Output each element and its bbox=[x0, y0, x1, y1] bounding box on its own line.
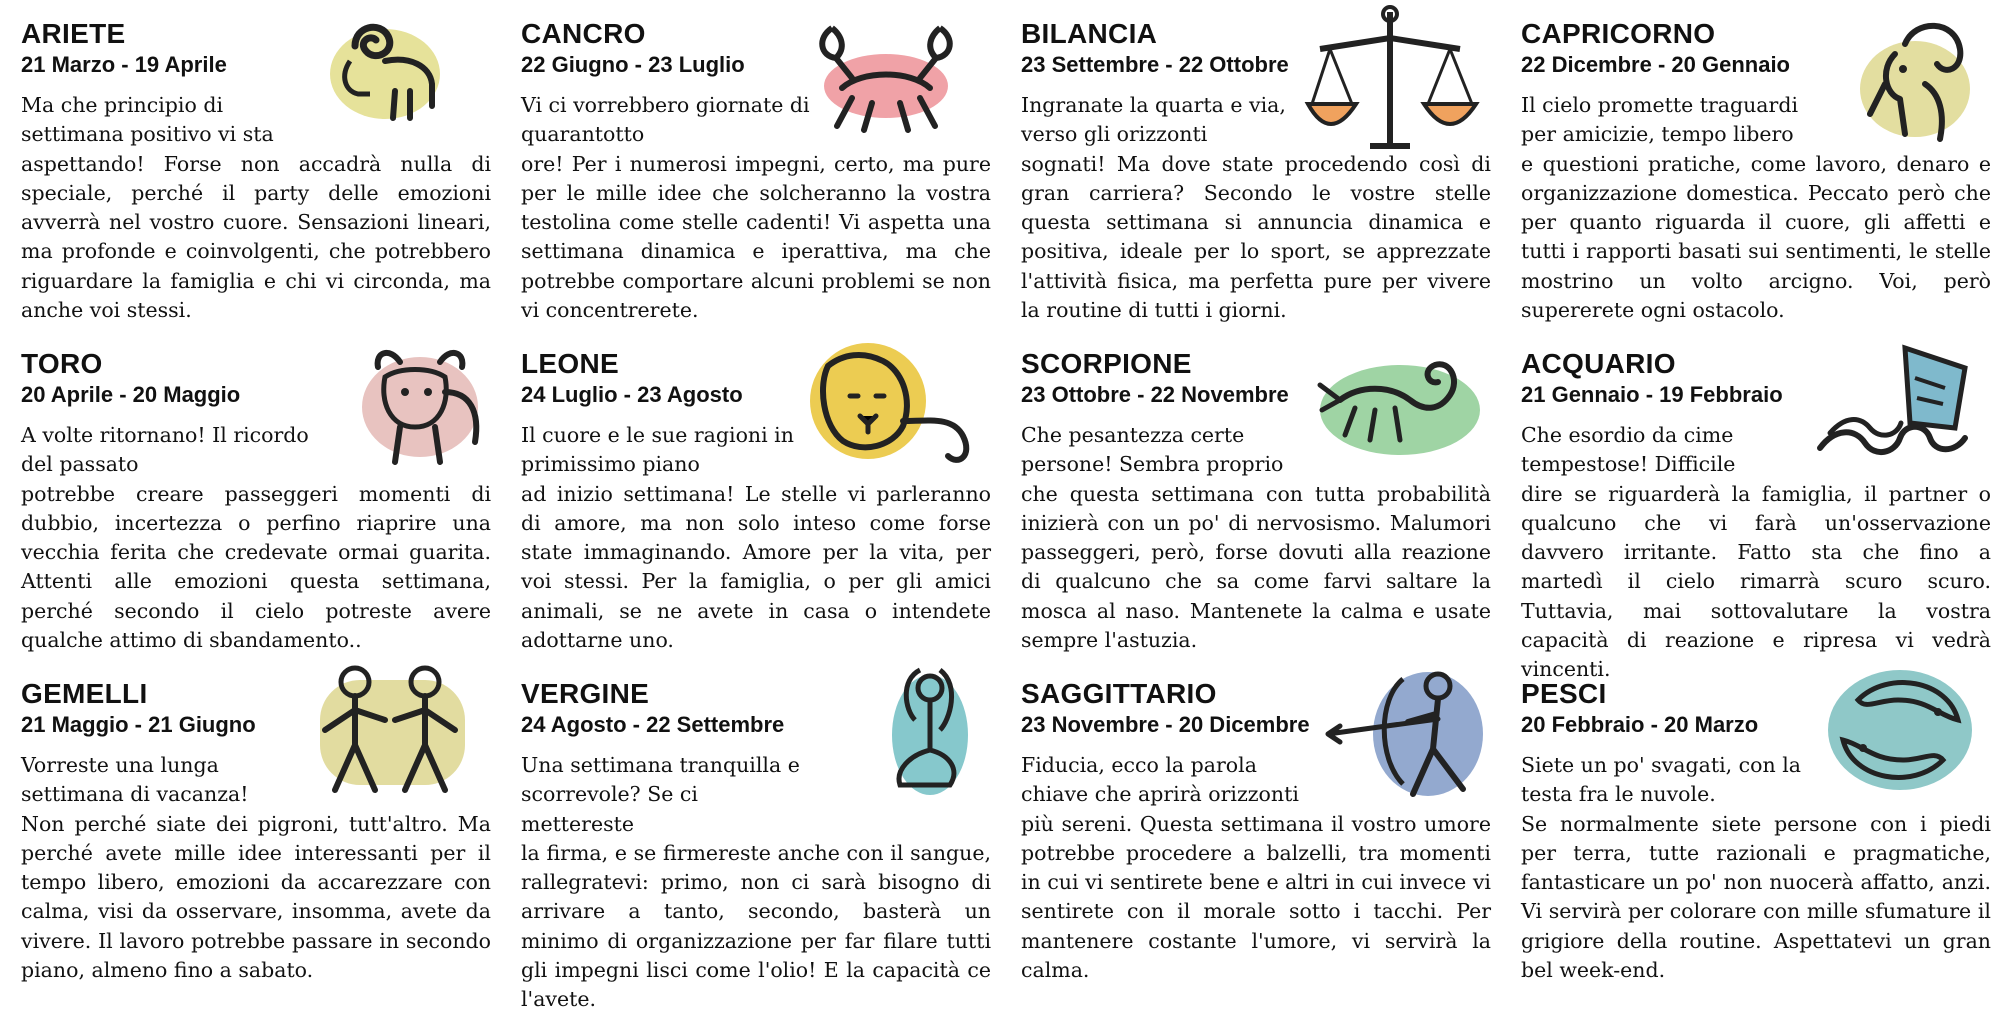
water-bearer-icon bbox=[1805, 338, 1985, 473]
sign-intro: Vorreste una lunga settimana di vacanza! bbox=[21, 753, 249, 807]
sign-body: e questioni pratiche, come lavoro, denaro e organizzazione domestica. Peccato però che per quanto riguarda il cuore, gli affetti e tutti i rapporti basati sui sentimenti, le stelle mostrino un volto arcigno. Voi, però supererete ogni ostacolo. bbox=[1521, 151, 1991, 323]
ram-icon bbox=[300, 6, 450, 136]
sign-gemelli bbox=[0, 660, 500, 986]
sign-name: CAPRICORNO bbox=[1521, 18, 1716, 49]
sign-body: dire se riguarderà la famiglia, il partner o qualcuno che vi farà un'osservazione davvero irritante. Fatto sta che fino a martedì il cielo rimarrà scuro scuro. Tuttavia, mai sottovalutare la vostra capacità di reazione e ripresa vi vedrà vincenti. bbox=[1521, 481, 1991, 682]
sign-body: ore! Per i numerosi impegni, certo, ma pure per le mille idee che solcheranno la vostra testolina come stelle cadenti! Vi aspetta una settimana dinamica e iperattiva, ma che potrebbe comportare alcuni problemi se non vi concentrerete. bbox=[521, 151, 991, 323]
sign-intro: Il cielo promette traguardi per amicizie, tempo libero bbox=[1521, 93, 1799, 147]
sign-acquario bbox=[1500, 330, 2000, 682]
sign-dates: 22 Dicembre - 20 Gennaio bbox=[1521, 52, 1790, 77]
sign-pesci bbox=[1500, 660, 2000, 986]
sign-intro: Vi ci vorrebbero giornate di quarantotto bbox=[521, 93, 810, 147]
sign-name: ARIETE bbox=[21, 18, 126, 49]
sign-body: più sereni. Questa settimana il vostro umore potrebbe procedere a balzelli, tra momenti in cui vi sentirete bene e altri in cui invece vi sentirete con il morale sotto i tacchi. Per mantenere costante l'umore, vi servirà la calma. bbox=[1021, 811, 1491, 983]
lion-icon bbox=[788, 336, 988, 476]
goat-icon bbox=[1845, 14, 1985, 149]
fish-icon bbox=[1818, 660, 1983, 800]
sign-ariete bbox=[0, 0, 500, 330]
sign-intro: Siete un po' svagati, con la testa fra le nuvole. bbox=[1521, 753, 1801, 807]
sign-dates: 23 Settembre - 22 Ottobre bbox=[1021, 52, 1289, 77]
sign-intro: Che esordio da cime tempestose! Difficile bbox=[1521, 423, 1736, 477]
sign-name: GEMELLI bbox=[21, 678, 148, 709]
sign-toro bbox=[0, 330, 500, 660]
sign-name: SAGGITTARIO bbox=[1021, 678, 1217, 709]
sign-saggittario bbox=[1000, 660, 1500, 986]
sign-name: VERGINE bbox=[521, 678, 650, 709]
bull-icon bbox=[340, 332, 490, 472]
sign-capricorno bbox=[1500, 0, 2000, 330]
twins-icon bbox=[300, 660, 480, 800]
sign-intro: Il cuore e le sue ragioni in primissimo piano bbox=[521, 423, 794, 477]
sign-name: SCORPIONE bbox=[1021, 348, 1192, 379]
sign-dates: 24 Agosto - 22 Settembre bbox=[521, 712, 785, 737]
sign-dates: 20 Febbraio - 20 Marzo bbox=[1521, 712, 1759, 737]
scales-icon bbox=[1300, 4, 1480, 154]
sign-intro: Una settimana tranquilla e scorrevole? Se ci mettereste bbox=[521, 753, 800, 836]
sign-intro: A volte ritornano! Il ricordo del passato bbox=[21, 423, 309, 477]
sign-dates: 24 Luglio - 23 Agosto bbox=[521, 382, 743, 407]
sign-body: che questa settimana con tutta probabilità inizierà con un po' di nervosismo. Malumori passeggeri, però, forse dovuti alla reazione di qualcuno che sa come farvi saltare la mosca al naso. Mantenete la calma e usate sempre l'astuzia. bbox=[1021, 481, 1491, 653]
sign-dates: 21 Gennaio - 19 Febbraio bbox=[1521, 382, 1783, 407]
sign-dates: 22 Giugno - 23 Luglio bbox=[521, 52, 745, 77]
sign-vergine bbox=[500, 660, 1000, 1012]
sign-body: ad inizio settimana! Le stelle vi parleranno di amore, ma non solo inteso come forse state immaginando. Amore per la vita, per voi stessi. Per la famiglia, o per gli amici animali, se ne avete in casa o intendete adottarne uno. bbox=[521, 481, 991, 653]
sign-name: LEONE bbox=[521, 348, 619, 379]
archer-icon bbox=[1318, 664, 1488, 804]
sign-body: aspettando! Forse non accadrà nulla di speciale, perché il party delle emozioni avverrà nel vostro cuore. Sensazioni lineari, ma profonde e coinvolgenti, che potrebbero riguardare la famiglia e chi vi circonda, ma anche voi stessi. bbox=[21, 151, 491, 323]
sign-name: ACQUARIO bbox=[1521, 348, 1676, 379]
sign-dates: 23 Novembre - 20 Dicembre bbox=[1021, 712, 1310, 737]
sign-dates: 20 Aprile - 20 Maggio bbox=[21, 382, 241, 407]
sign-body: Se normalmente siete persone con i piedi per terra, tutte razionali e pragmatiche, fantasticare un po' non nuocerà affatto, anzi. Vi servirà per colorare con mille sfumature il grigiore della routine. Aspettatevi un gran bel week-end. bbox=[1521, 811, 1991, 983]
sign-intro: Ingranate la quarta e via, verso gli orizzonti bbox=[1021, 93, 1286, 147]
sign-dates: 23 Ottobre - 22 Novembre bbox=[1021, 382, 1289, 407]
sign-dates: 21 Maggio - 21 Giugno bbox=[21, 712, 256, 737]
sign-body: potrebbe creare passeggeri momenti di dubbio, incertezza o perfino riaprire una vecchia ferita che credevate ormai guarita. Attenti alle emozioni questa settimana, perché secondo il cielo potreste avere qualche attimo di sbandamento.. bbox=[21, 481, 491, 653]
sign-intro: Fiducia, ecco la parola chiave che aprirà orizzonti bbox=[1021, 753, 1299, 807]
sign-scorpione bbox=[1000, 330, 1500, 660]
sign-name: PESCI bbox=[1521, 678, 1607, 709]
sign-name: CANCRO bbox=[521, 18, 646, 49]
sign-body: la firma, e se firmereste anche con il sangue, rallegratevi: primo, non ci sarà bisogno di arrivare a tanto, secondo, basterà un minimo di organizzazione per far filare tutti gli impegni lisci come l'olio! E la capacità ce l'avete. bbox=[521, 840, 991, 1012]
sign-dates: 21 Marzo - 19 Aprile bbox=[21, 52, 227, 77]
sign-body: sognati! Ma dove state procedendo così di gran carriera? Secondo le vostre stelle questa settimana si annuncia dinamica e positiva, ideale per lo sport, se apprezzate l'attività fisica, ma perfetta pure per vivere la routine di tutti i giorni. bbox=[1021, 151, 1491, 323]
sign-name: TORO bbox=[21, 348, 103, 379]
crab-icon bbox=[802, 8, 970, 138]
sign-intro: Che pesantezza certe persone! Sembra proprio bbox=[1021, 423, 1284, 477]
scorpion-icon bbox=[1310, 340, 1490, 470]
sign-name: BILANCIA bbox=[1021, 18, 1158, 49]
sign-cancro bbox=[500, 0, 1000, 330]
sign-intro: Ma che principio di settimana positivo vi sta bbox=[21, 93, 274, 147]
virgin-icon bbox=[880, 660, 980, 800]
sign-leone bbox=[500, 330, 1000, 660]
sign-body: Non perché siate dei pigroni, tutt'altro. Ma perché avete mille idee interessanti per il tempo libero, emozioni da accarezzare con calma, visi da osservare, insomma, avete da vivere. Il lavoro potrebbe passare in secondo piano, almeno fino a sabato. bbox=[21, 811, 491, 983]
sign-bilancia bbox=[1000, 0, 1500, 330]
